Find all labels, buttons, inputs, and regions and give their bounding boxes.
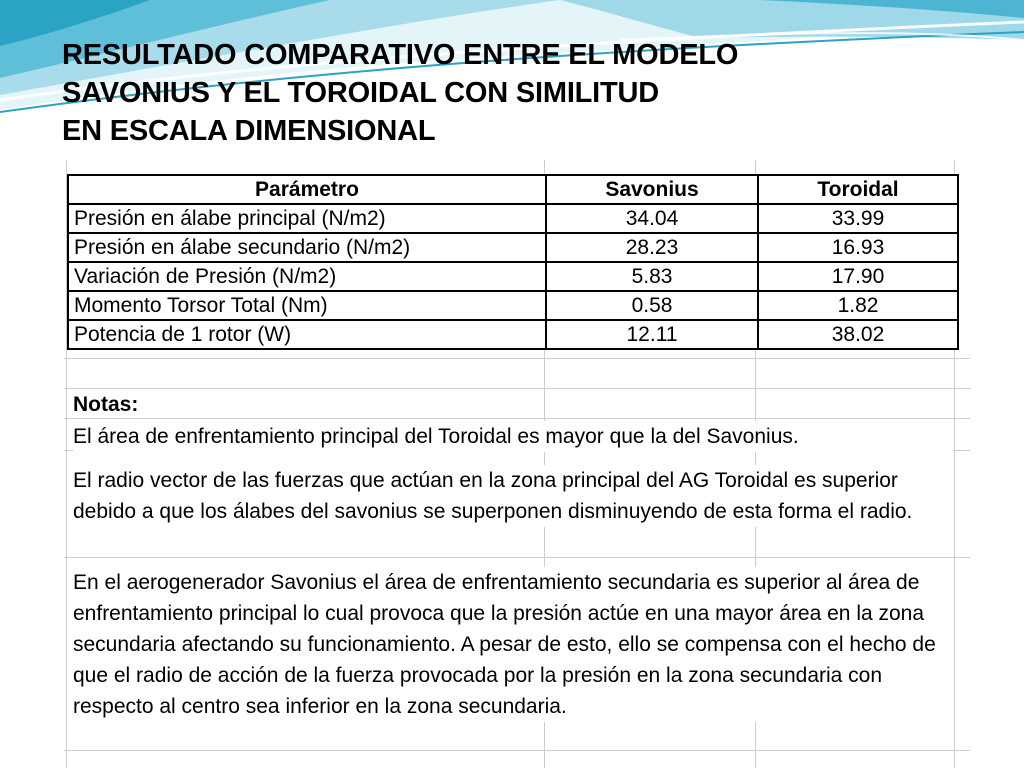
note-2: El radio vector de las fuerzas que actúan en la zona principal del AG Toroidal es superior debido a que los álabes del savonius se superponen disminuyendo de esta forma el radio. [73, 465, 953, 527]
header-toroidal: Toroidal [758, 175, 958, 204]
row-savonius-value: 5.83 [546, 262, 758, 291]
title-line-2: SAVONIUS Y EL TOROIDAL CON SIMILITUD [62, 77, 660, 109]
row-param: Presión en álabe secundario (N/m2) [68, 233, 546, 262]
title-line-1: RESULTADO COMPARATIVO ENTRE EL MODELO [62, 39, 739, 71]
title-line-3: EN ESCALA DIMENSIONAL [62, 115, 436, 147]
table-row [68, 233, 958, 262]
row-toroidal-value: 17.90 [758, 262, 958, 291]
row-param: Momento Torsor Total (Nm) [68, 291, 546, 320]
header-parametro: Parámetro [68, 175, 546, 204]
row-toroidal-value: 38.02 [758, 320, 958, 349]
table-row [68, 262, 958, 291]
row-toroidal-value: 16.93 [758, 233, 958, 262]
slide-title [62, 36, 738, 150]
table-header-row [68, 175, 958, 204]
comparison-table [67, 174, 959, 350]
row-savonius-value: 34.04 [546, 204, 758, 233]
table-row [68, 320, 958, 349]
row-param: Variación de Presión (N/m2) [68, 262, 546, 291]
notes-label: Notas: [73, 393, 142, 417]
row-savonius-value: 0.58 [546, 291, 758, 320]
row-savonius-value: 12.11 [546, 320, 758, 349]
table-row [68, 204, 958, 233]
row-toroidal-value: 1.82 [758, 291, 958, 320]
note-1: El área de enfrentamiento principal del Toroidal es mayor que la del Savonius. [73, 421, 953, 452]
header-savonius: Savonius [546, 175, 758, 204]
note-3: En el aerogenerador Savonius el área de enfrentamiento secundaria es superior al área de enfrentamiento principal lo cual provoca que la presión actúe en una mayor área en la zona secundaria afectando su funcionamiento. A pesar de esto, ello se compensa con el hecho de que el radio de acción de la fuerza provocada por la presión en la zona secundaria con respecto al centro sea inferior en la zona secundaria. [73, 567, 953, 722]
row-toroidal-value: 33.99 [758, 204, 958, 233]
row-param: Presión en álabe principal (N/m2) [68, 204, 546, 233]
row-savonius-value: 28.23 [546, 233, 758, 262]
row-param: Potencia de 1 rotor (W) [68, 320, 546, 349]
table-row [68, 291, 958, 320]
